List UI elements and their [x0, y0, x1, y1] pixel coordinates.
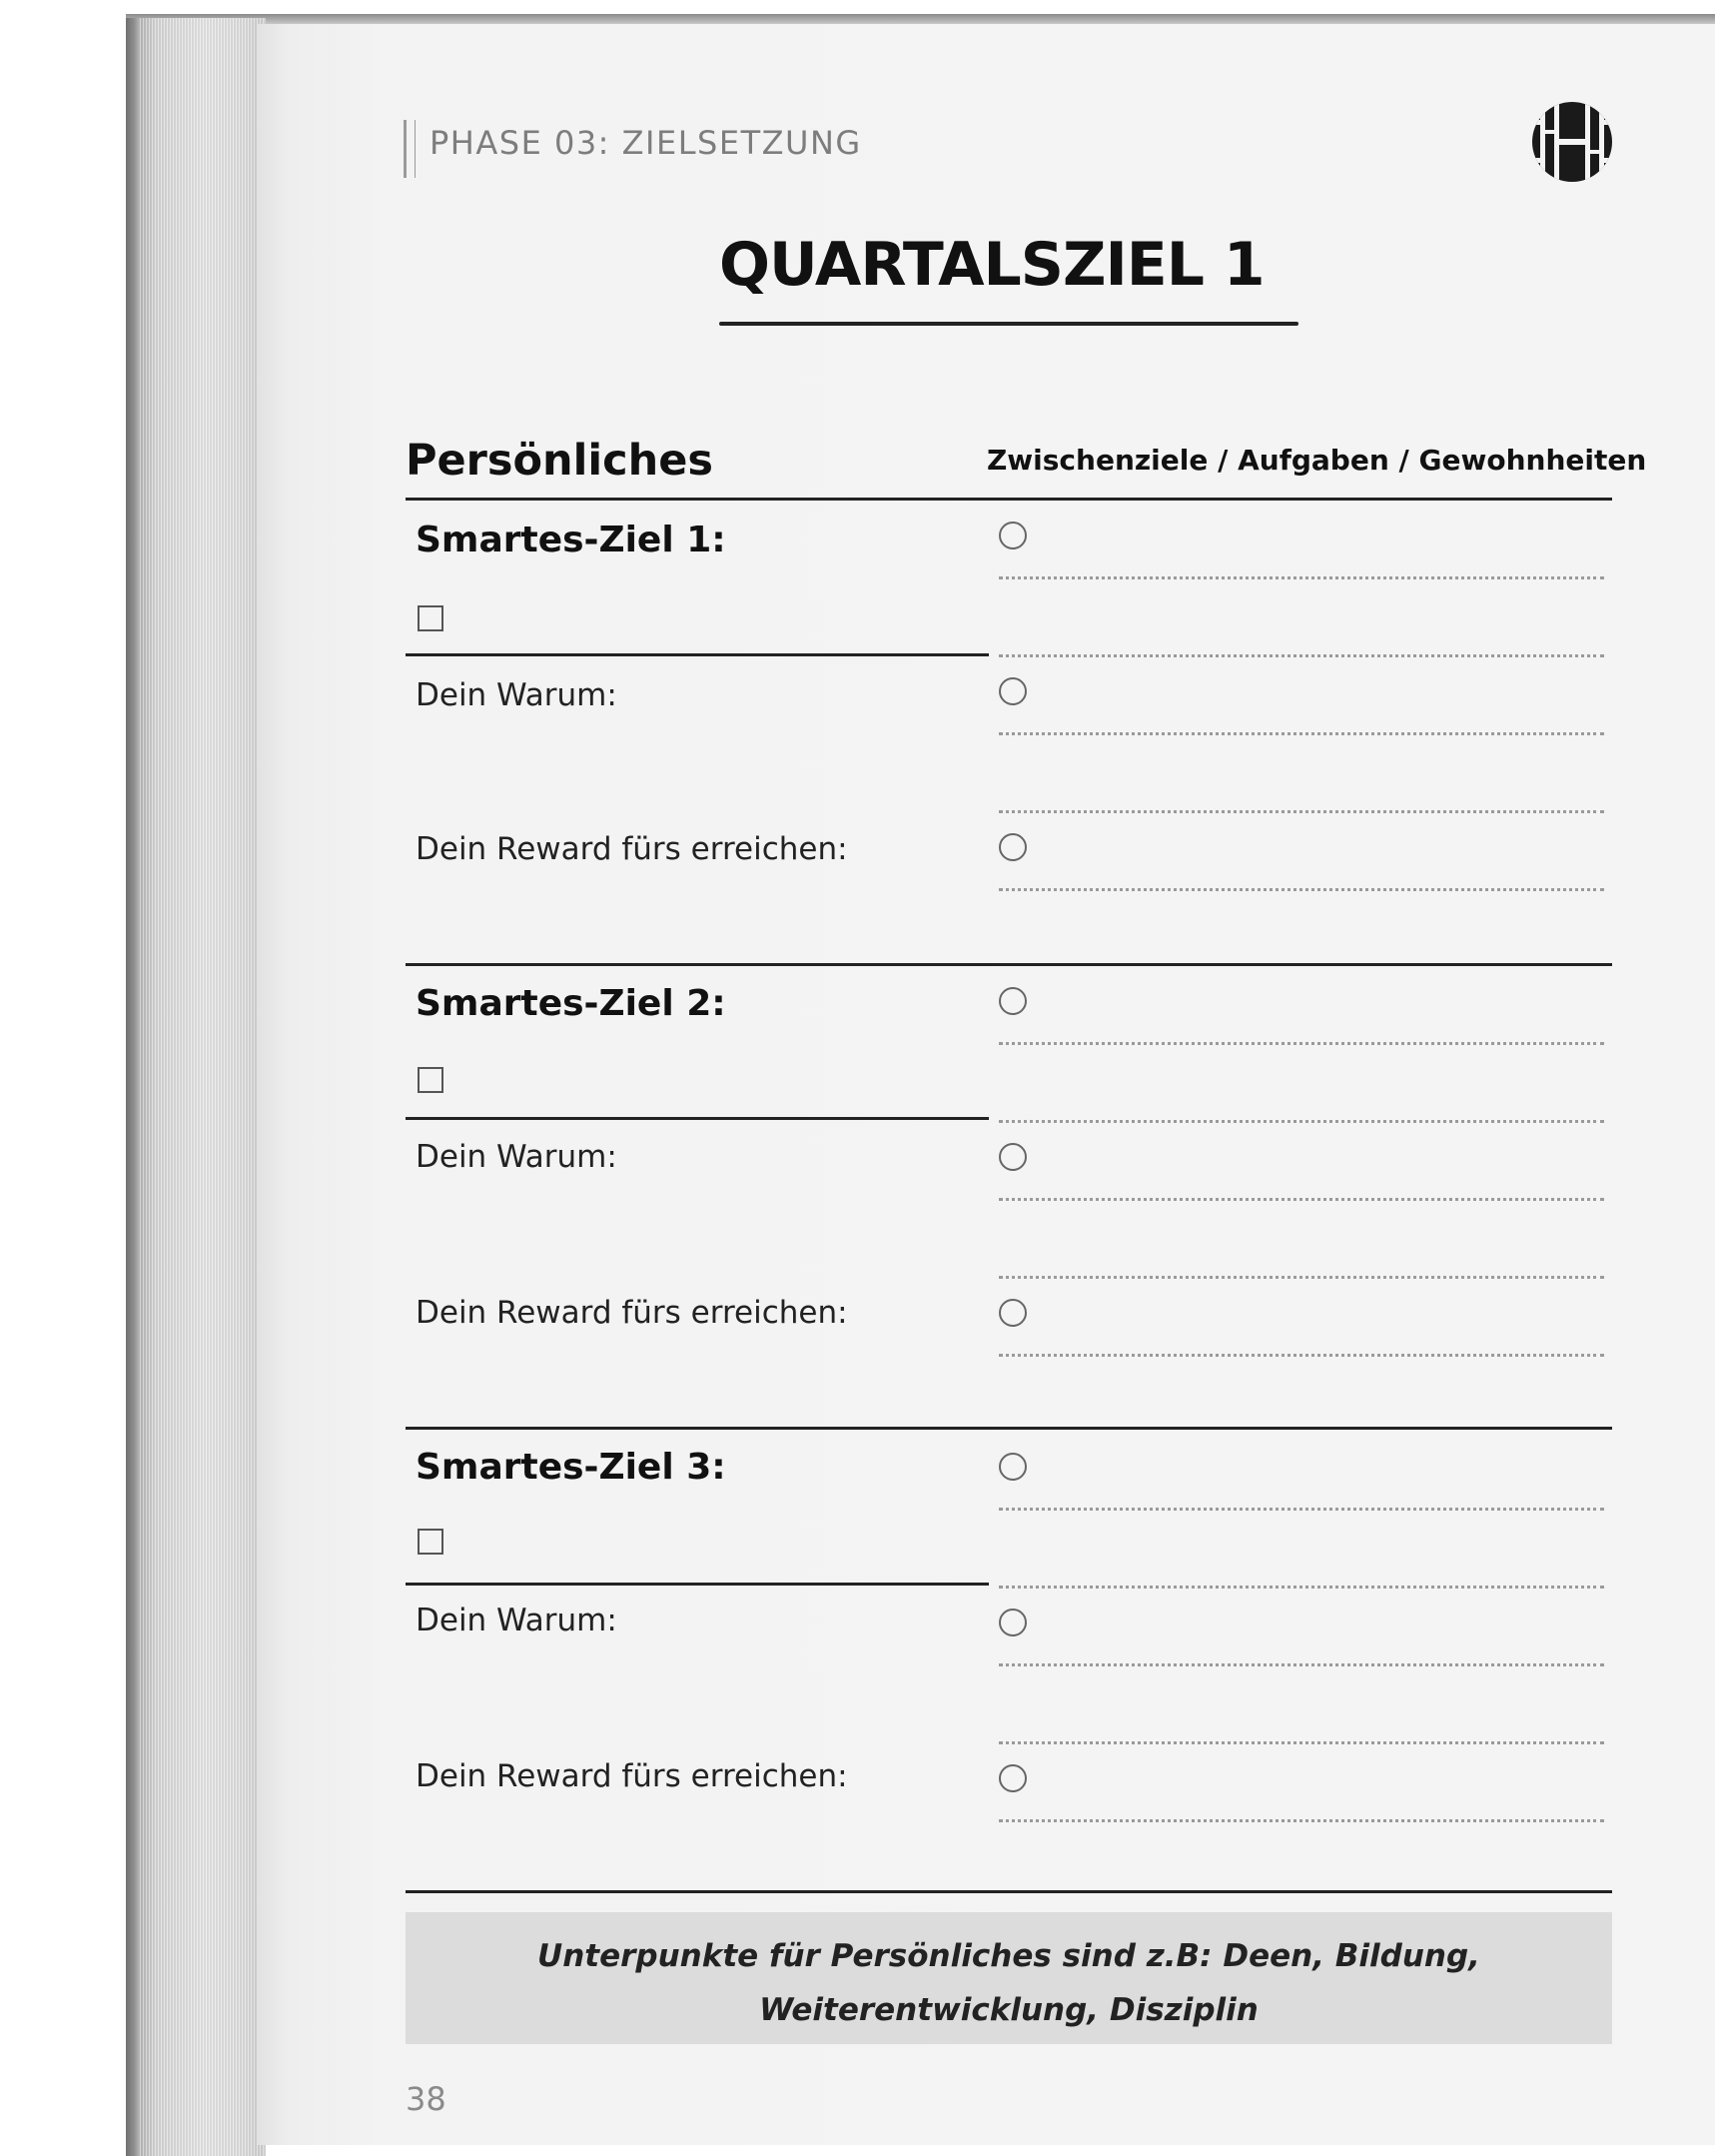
write-line	[999, 1508, 1604, 1511]
goal-title: Smartes-Ziel 2:	[416, 983, 726, 1024]
task-circle-checkbox[interactable]	[999, 1609, 1027, 1636]
write-line	[999, 1819, 1604, 1822]
why-label: Dein Warum:	[416, 1603, 617, 1638]
page-number: 38	[406, 2080, 446, 2118]
task-circle-checkbox[interactable]	[999, 522, 1027, 549]
reward-label: Dein Reward fürs erreichen:	[416, 1758, 848, 1794]
phase-label: PHASE 03: ZIELSETZUNG	[429, 124, 862, 162]
reward-label: Dein Reward fürs erreichen:	[416, 831, 848, 867]
task-circle-checkbox[interactable]	[999, 833, 1027, 861]
hint-text-line-1: Unterpunkte für Persönliches sind z.B: Deen, Bildung,	[537, 1938, 1480, 1974]
monogram-logo-icon	[1530, 100, 1614, 184]
goal-block-divider	[406, 1427, 1612, 1430]
phase-marker-icon	[404, 120, 416, 178]
goal-checkbox[interactable]	[418, 1529, 443, 1555]
task-circle-checkbox[interactable]	[999, 1764, 1027, 1792]
goal-title: Smartes-Ziel 3:	[416, 1447, 726, 1488]
task-circle-checkbox[interactable]	[999, 1143, 1027, 1171]
section-heading: Persönliches	[406, 436, 713, 486]
goal-divider	[406, 653, 989, 656]
write-line	[999, 576, 1604, 579]
section-divider	[406, 498, 1612, 501]
write-line	[999, 888, 1604, 891]
goal-title: Smartes-Ziel 1:	[416, 520, 726, 560]
task-circle-checkbox[interactable]	[999, 1453, 1027, 1481]
write-line	[999, 1120, 1604, 1123]
write-line	[999, 1663, 1604, 1666]
goal-divider	[406, 1583, 989, 1586]
write-line	[999, 654, 1604, 657]
page-title: QUARTALSZIEL 1	[719, 230, 1265, 300]
title-underline	[719, 322, 1298, 326]
book-cover-edge	[126, 14, 1715, 24]
goal-divider	[406, 1117, 989, 1120]
write-line	[999, 1042, 1604, 1045]
hint-text-line-2: Weiterentwicklung, Disziplin	[759, 1992, 1259, 2028]
book-page-edges	[126, 18, 266, 2156]
task-circle-checkbox[interactable]	[999, 1299, 1027, 1327]
write-line	[999, 1276, 1604, 1279]
why-label: Dein Warum:	[416, 677, 617, 713]
column-heading: Zwischenziele / Aufgaben / Gewohnheiten	[987, 444, 1647, 477]
why-label: Dein Warum:	[416, 1139, 617, 1175]
reward-label: Dein Reward fürs erreichen:	[416, 1295, 848, 1331]
write-line	[999, 1586, 1604, 1589]
write-line	[999, 732, 1604, 735]
write-line	[999, 1354, 1604, 1357]
write-line	[999, 810, 1604, 813]
task-circle-checkbox[interactable]	[999, 677, 1027, 705]
write-line	[999, 1741, 1604, 1744]
goal-block-divider	[406, 963, 1612, 966]
goal-checkbox[interactable]	[418, 1067, 443, 1093]
write-line	[999, 1198, 1604, 1201]
goal-checkbox[interactable]	[418, 605, 443, 631]
goal-block-divider	[406, 1890, 1612, 1893]
task-circle-checkbox[interactable]	[999, 987, 1027, 1015]
notebook-page	[258, 24, 1715, 2145]
